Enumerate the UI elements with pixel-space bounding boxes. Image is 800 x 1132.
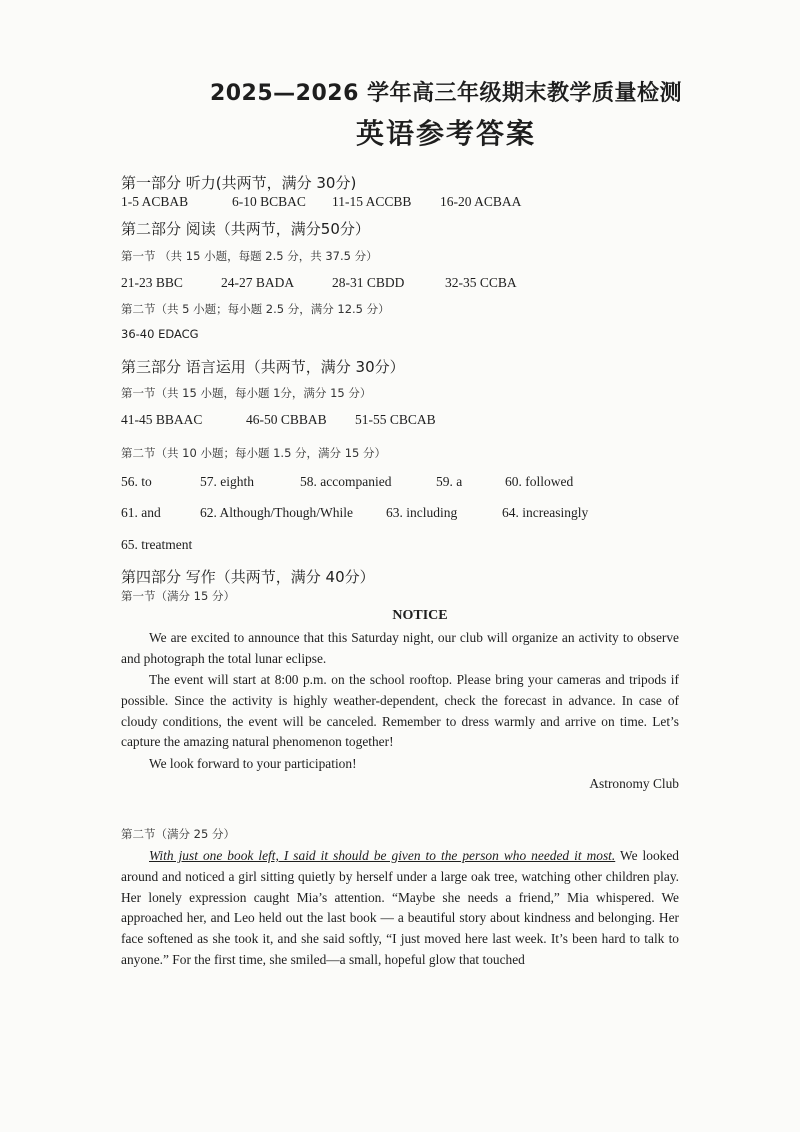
part2-section2-note: 第二节（共 5 小题；每小题 2.5 分，满分 12.5 分） xyxy=(121,302,390,316)
blank-answer: 56. to xyxy=(121,474,152,489)
part3-section1-note: 第一节（共 15 小题，每小题 1分，满分 15 分） xyxy=(121,386,372,400)
part3-answer: 46-50 CBBAB xyxy=(246,412,327,427)
notice-signature: Astronomy Club xyxy=(589,776,679,791)
story-body: We looked around and noticed a girl sitting quietly by herself under a large oak tree, watching other children play. Her lonely expression caught Mia’s attention. “Maybe she needs a friend,” Mia whispered. We approached her, and Leo held out the last book — a beautiful story about kindness and belonging. Her face softened as she took it, and she said softly, “I just moved here last week. It’s been hard to talk to anyone.” For the first time, she smiled—a small, hopeful glow that touched xyxy=(121,848,679,967)
blank-answer: 57. eighth xyxy=(200,474,254,489)
blank-answer: 60. followed xyxy=(505,474,574,489)
part2-heading: 第二部分 阅读（共两节，满分50分） xyxy=(121,220,370,238)
notice-paragraph xyxy=(121,670,679,753)
blank-answer: 58. accompanied xyxy=(300,474,392,489)
part1-answer: 1-5 ACBAB xyxy=(121,194,189,209)
part1-answer: 16-20 ACBAA xyxy=(440,194,522,209)
notice-paragraph xyxy=(121,754,679,775)
part2-section1-note: 第一节 （共 15 小题，每题 2.5 分，共 37.5 分） xyxy=(121,249,378,263)
part3-answer: 51-55 CBCAB xyxy=(355,412,436,427)
part2-answer: 32-35 CCBA xyxy=(445,275,517,290)
story-first-sentence: With just one book left, I said it should be given to the person who needed it most. xyxy=(149,848,616,863)
notice-paragraph-text: We are excited to announce that this Saturday night, our club will organize an activity to observe and photograph the total lunar eclipse. xyxy=(121,630,679,666)
blank-answer: 62. Although/Though/While xyxy=(200,505,353,520)
blank-answer: 63. including xyxy=(386,505,458,520)
page-title: 2025—2026 学年高三年级期末教学质量检测 xyxy=(209,81,683,106)
notice-paragraph-text: We look forward to your participation! xyxy=(149,756,357,771)
notice-title: NOTICE xyxy=(392,608,448,623)
blank-answer: 65. treatment xyxy=(121,537,193,552)
part3-answer: 41-45 BBAAC xyxy=(121,412,203,427)
part3-heading: 第三部分 语言运用（共两节，满分 30分） xyxy=(121,358,405,376)
part2-answer: 24-27 BADA xyxy=(221,275,295,290)
part2-answer: 21-23 BBC xyxy=(121,275,183,290)
part2-answer: 28-31 CBDD xyxy=(332,275,405,290)
part4-section1-note: 第一节（满分 15 分） xyxy=(121,589,235,603)
page-subtitle: 英语参考答案 xyxy=(355,117,536,150)
notice-paragraph-text: The event will start at 8:00 p.m. on the school rooftop. Please bring your cameras and tripods if possible. Since the activity is highly weather-dependent, check the forecast in advance. In case of cloudy conditions, the event will be canceled. Remember to dress warmly and arrive on time. Let’s capture the amazing natural phenomenon together! xyxy=(121,672,679,750)
story-paragraph xyxy=(121,846,679,971)
blank-answer: 59. a xyxy=(436,474,463,489)
part1-heading: 第一部分 听力(共两节，满分 30分) xyxy=(121,174,357,192)
part3-section2-note: 第二节（共 10 小题；每小题 1.5 分，满分 15 分） xyxy=(121,446,386,460)
part1-answer: 6-10 BCBAC xyxy=(232,194,306,209)
notice-paragraph xyxy=(121,628,679,670)
part4-section2-note: 第二节（满分 25 分） xyxy=(121,827,235,841)
part4-heading: 第四部分 写作（共两节，满分 40分） xyxy=(121,568,375,586)
part2-answer: 36-40 EDACG xyxy=(121,327,199,341)
blank-answer: 64. increasingly xyxy=(502,505,589,520)
part1-answer: 11-15 ACCBB xyxy=(332,194,412,209)
blank-answer: 61. and xyxy=(121,505,161,520)
